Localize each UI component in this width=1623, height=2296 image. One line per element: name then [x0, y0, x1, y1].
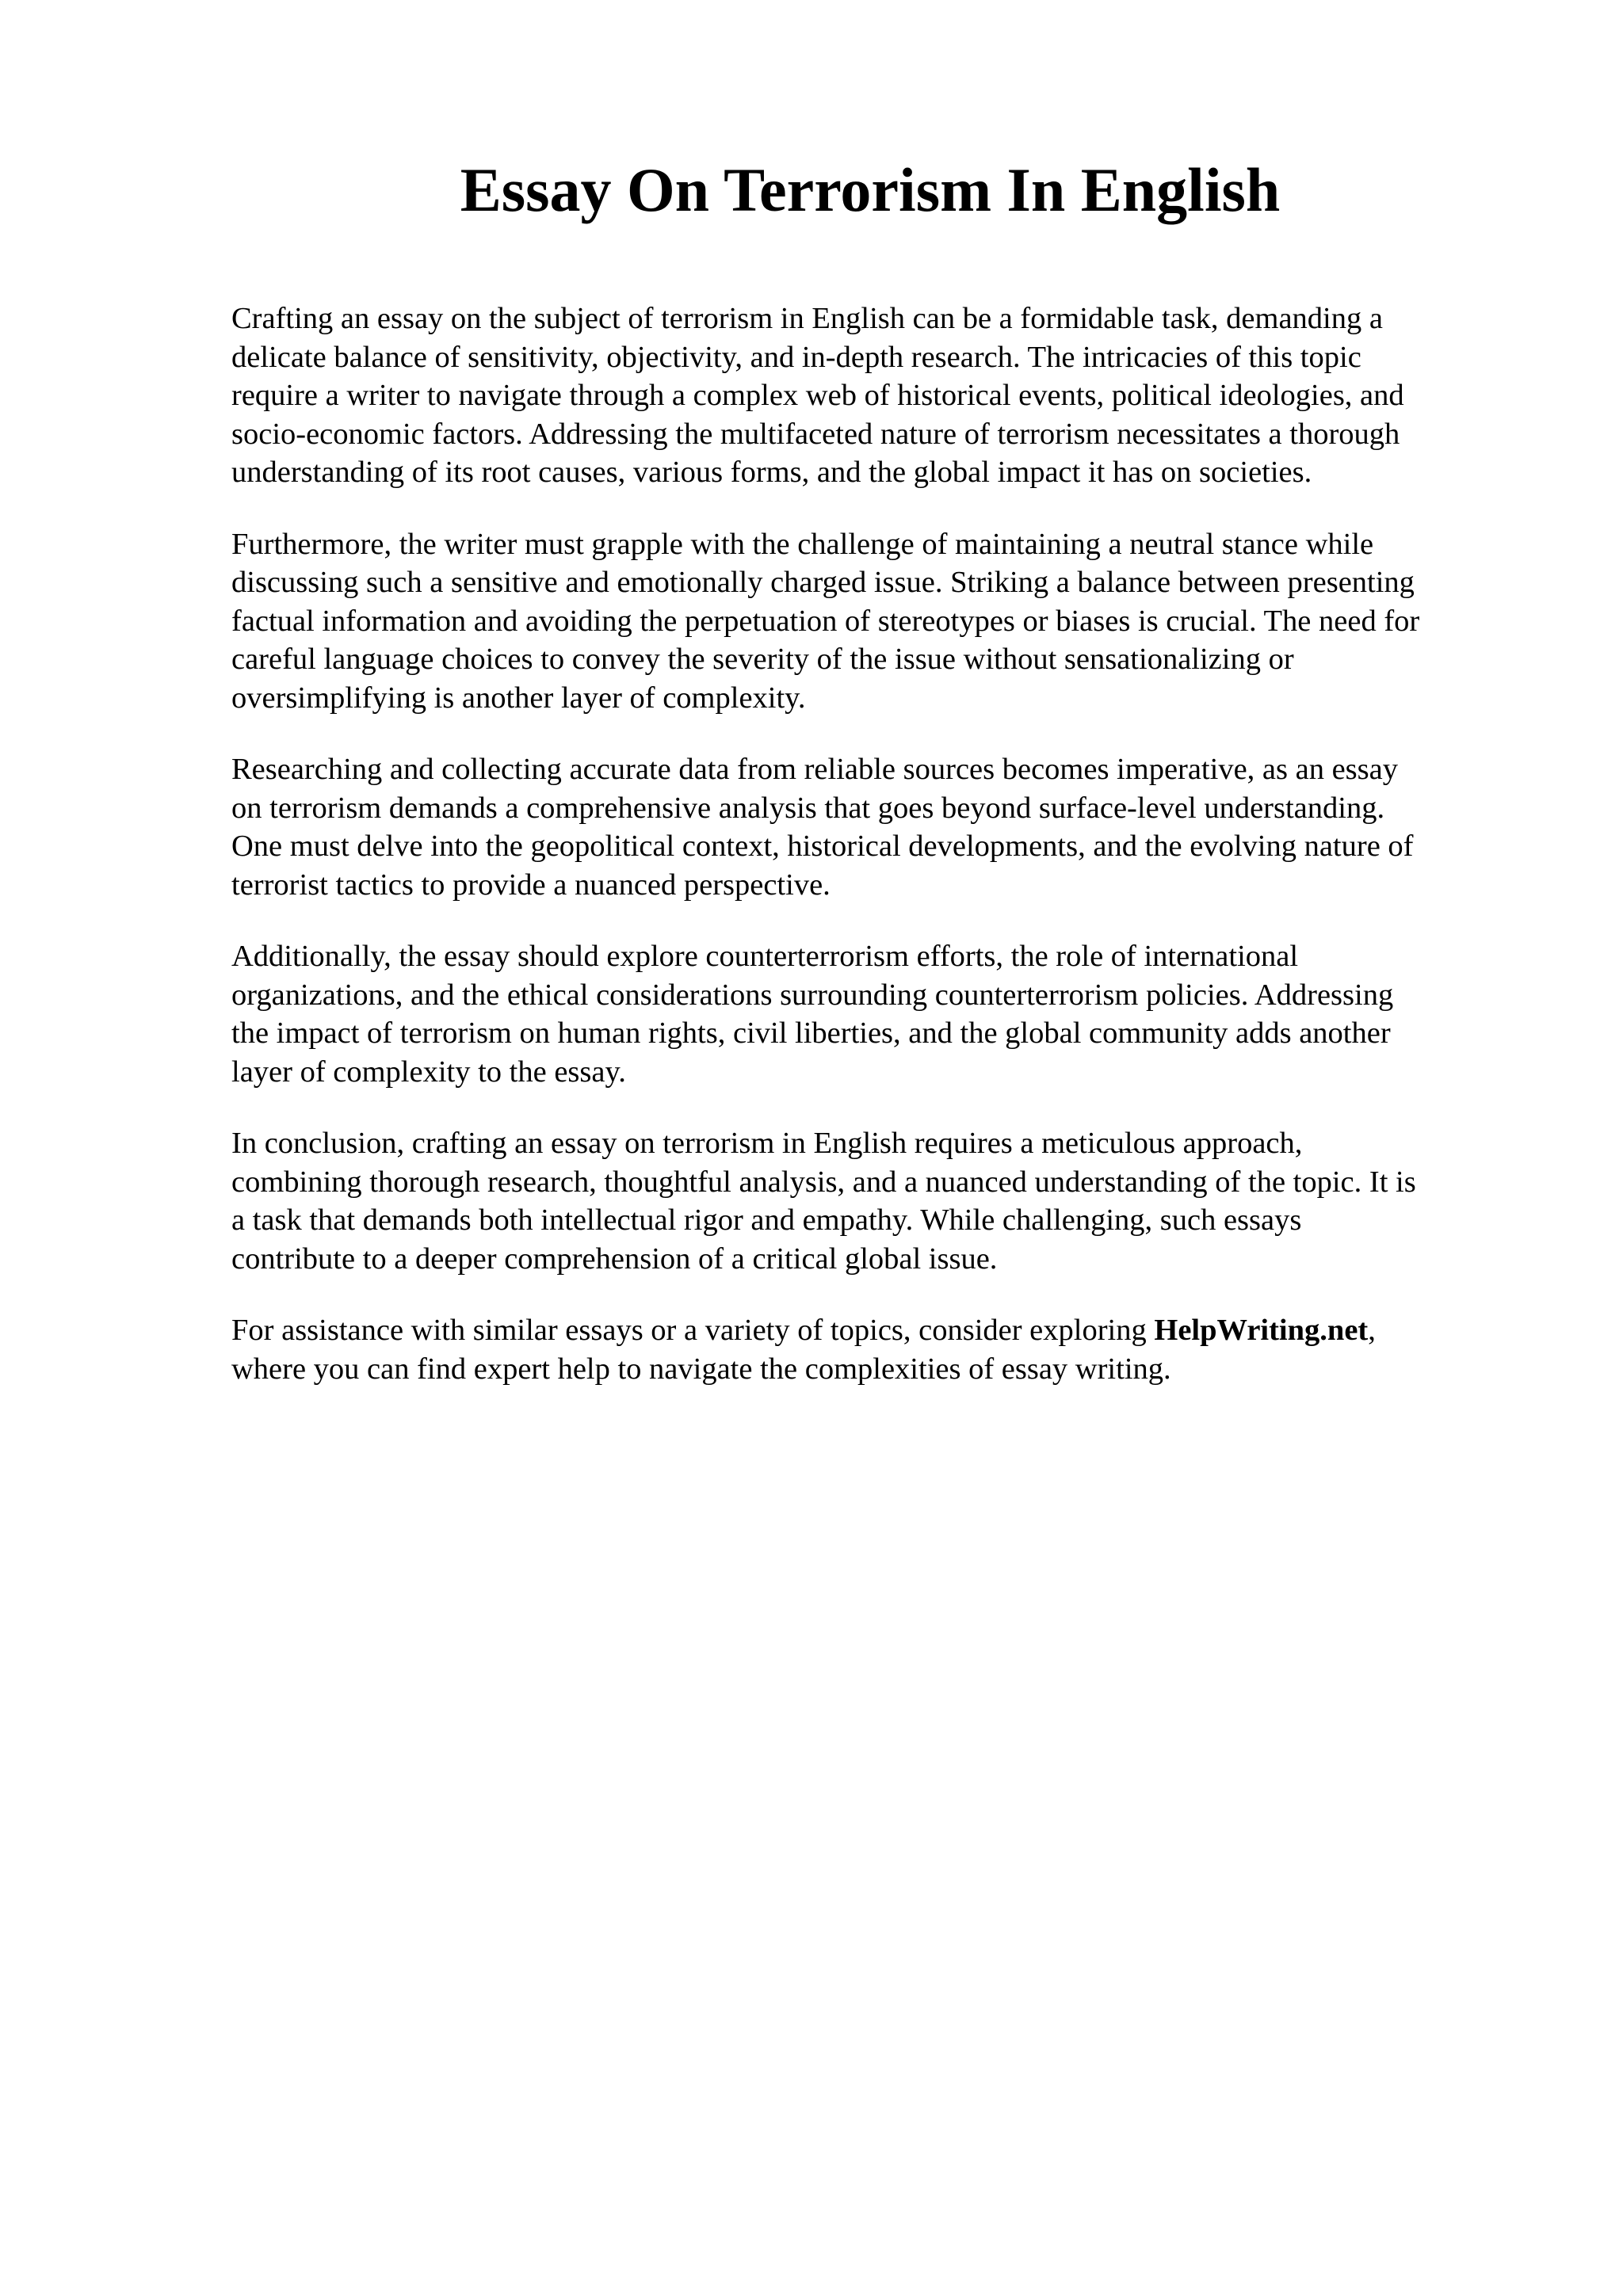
text-line: require a writer to navigate through a complex web of historical events, political ideologies, and	[231, 379, 1404, 412]
text-line: terrorist tactics to provide a nuanced perspective.	[231, 868, 831, 902]
text-line: oversimplifying is another layer of complexity.	[231, 681, 806, 715]
closing-line-2: where you can find expert help to navigate the complexities of essay writing.	[231, 1352, 1171, 1386]
text-line: contribute to a deeper comprehension of a critical global issue.	[231, 1241, 998, 1276]
text-line: Furthermore, the writer must grapple with the challenge of maintaining a neutral stance while	[231, 527, 1374, 561]
text-line: delicate balance of sensitivity, objectivity, and in-depth research. The intricacies of this topic	[231, 340, 1361, 374]
text-line: understanding of its root causes, various forms, and the global impact it has on societies.	[231, 456, 1312, 489]
text-line: One must delve into the geopolitical context, historical developments, and the evolving nature of	[231, 830, 1414, 863]
text-line: In conclusion, crafting an essay on terrorism in English requires a meticulous approach,	[231, 1127, 1303, 1160]
text-line: careful language choices to convey the severity of the issue without sensationalizing or	[231, 643, 1294, 676]
closing-text: For assistance with similar essays or a variety of topics, consider exploring	[231, 1314, 1147, 1347]
closing-punctuation: ,	[1368, 1314, 1376, 1347]
text-line: organizations, and the ethical considerations surrounding counterterrorism policies. Addressing	[231, 978, 1394, 1012]
closing-paragraph	[231, 1311, 1515, 1388]
text-line: the impact of terrorism on human rights, civil liberties, and the global community adds another	[231, 1016, 1391, 1050]
text-line: Researching and collecting accurate data from reliable sources becomes imperative, as an essay	[231, 753, 1398, 786]
helpwriting-link[interactable]: HelpWriting.net	[1154, 1314, 1369, 1347]
text-line: socio-economic factors. Addressing the multifaceted nature of terrorism necessitates a thorough	[231, 417, 1400, 451]
essay-body	[231, 299, 1515, 1421]
paragraph-1	[231, 299, 1515, 492]
text-line: layer of complexity to the essay.	[231, 1055, 626, 1089]
page-title: Essay On Terrorism In English	[460, 155, 1281, 224]
text-line: Crafting an essay on the subject of terrorism in English can be a formidable task, demanding a	[231, 302, 1383, 335]
text-line: discussing such a sensitive and emotionally charged issue. Striking a balance between presenting	[231, 566, 1415, 599]
text-line: factual information and avoiding the perpetuation of stereotypes or biases is crucial. The need for	[231, 604, 1420, 638]
text-line: combining thorough research, thoughtful analysis, and a nuanced understanding of the topic. It is	[231, 1165, 1416, 1199]
paragraph-4	[231, 937, 1515, 1091]
paragraph-2	[231, 525, 1515, 718]
closing-line	[231, 1311, 1515, 1350]
paragraph-3	[231, 750, 1515, 904]
text-line: a task that demands both intellectual rigor and empathy. While challenging, such essays	[231, 1203, 1302, 1237]
paragraph-5	[231, 1124, 1515, 1278]
text-line: Additionally, the essay should explore counterterrorism efforts, the role of international	[231, 940, 1299, 973]
text-line: on terrorism demands a comprehensive analysis that goes beyond surface-level understanding.	[231, 791, 1385, 825]
